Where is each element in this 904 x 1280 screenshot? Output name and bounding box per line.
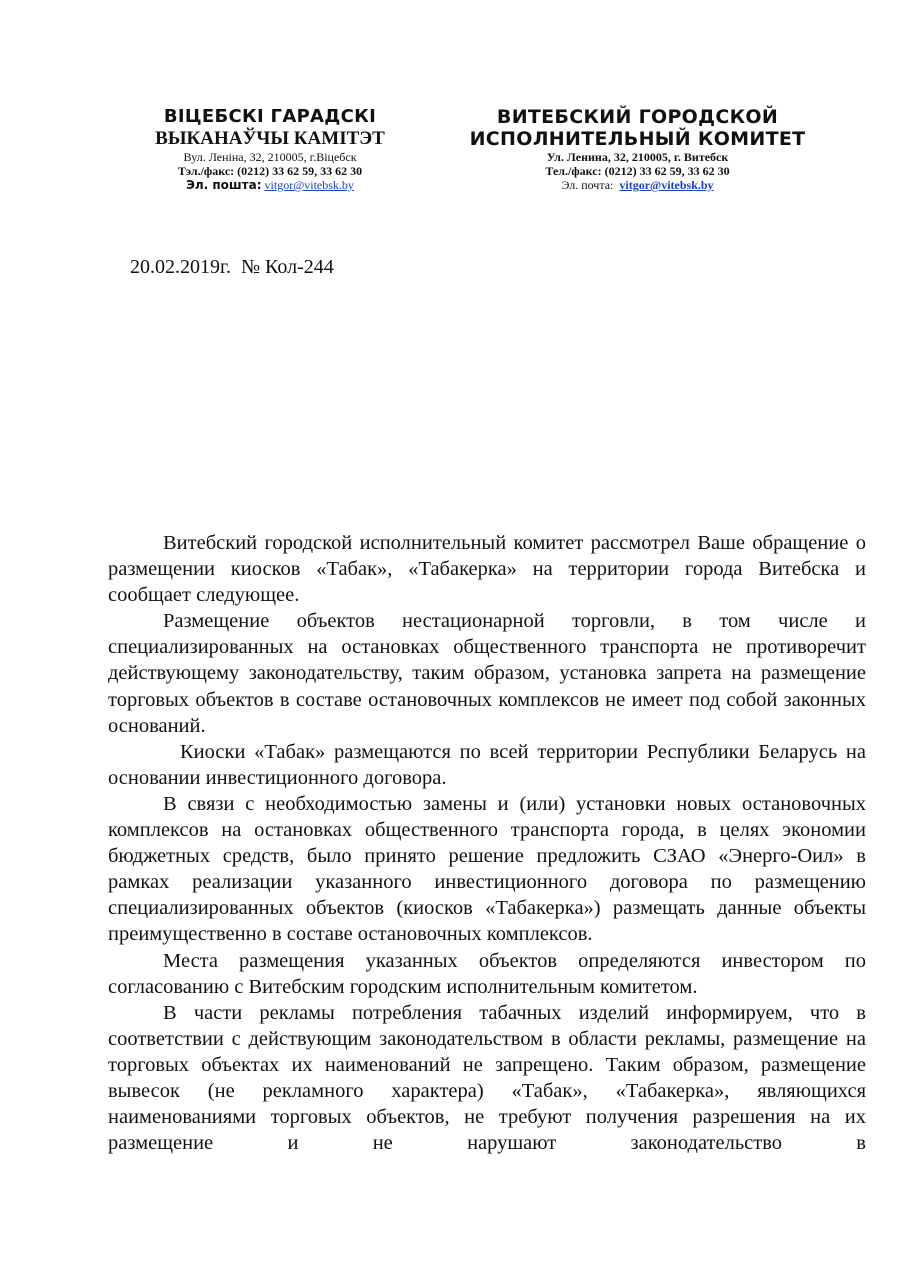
email-link[interactable]: vitgor@vitebsk.by — [264, 178, 354, 192]
org-name-line1: ВИТЕБСКИЙ ГОРОДСКОЙ — [496, 106, 779, 128]
header-russian — [455, 106, 820, 192]
paragraph: Витебский городской исполнительный комитет рассмотрел Ваше обращение о размещении киосков «Табак», «Табакерка» на территории города Витебска и сообщает следующее. — [108, 532, 866, 607]
org-name-line1: ВІЦЕБСКІ ГАРАДСКІ — [163, 106, 377, 127]
phone: Тэл./факс: (0212) 33 62 59, 33 62 30 — [177, 164, 363, 178]
paragraph: Размещение объектов нестационарной торговли, в том числе и специализированных на остановках общественного транспорта не противоречит действующему законодательству, таким образом, установка запрета на размещение торговых объектов в составе остановочных комплексов не имеет под собой законных оснований. — [108, 610, 866, 737]
paragraph: Места размещения указанных объектов определяются инвестором по согласованию с Витебским городским исполнительным комитетом. — [108, 949, 866, 998]
phone: Тел./факс: (0212) 33 62 59, 33 62 30 — [545, 164, 730, 178]
date-and-number: 20.02.2019г. № Кол-244 — [130, 256, 334, 278]
address: Ул. Ленина, 32, 210005, г. Витебск — [546, 150, 729, 164]
email-label: Эл. пошта: — [186, 178, 262, 192]
paragraph: В связи с необходимостью замены и (или) установки новых остановочных комплексов на остановках общественного транспорта города, в целях экономии бюджетных средств, было принято решение предложить СЗАО «Энерго-Оил» в рамках реализации указанного инвестиционного договора по размещению специализированных объектов (киосков «Табакерка») размещать данные объекты преимущественно в составе остановочных комплексов. — [108, 792, 866, 946]
org-name-line2: ИСПОЛНИТЕЛЬНЫЙ КОМИТЕТ — [469, 128, 806, 150]
address: Вул. Леніна, 32, 210005, г.Віцебск — [183, 150, 357, 164]
email-link[interactable]: vitgor@vitebsk.by — [619, 178, 714, 192]
paragraph: В части рекламы потребления табачных изделий информируем, что в соответствии с действующим законодательством в области рекламы, размещение на торговых объектах их наименований не запрещено. Таким образом, размещение вывесок (не рекламного характера) «Табак», «Табакерка», являющихся наименованиями торговых объектов, не требуют получения разрешения на их размещение и не нарушают законодательство в — [108, 1001, 866, 1155]
paragraph: Киоски «Табак» размещаются по всей территории Республики Беларусь на основании инвестиционного договора. — [108, 740, 866, 789]
org-name-line2: ВЫКАНАЎЧЫ КАМІТЭТ — [155, 128, 385, 149]
email-label: Эл. почта: — [561, 178, 614, 192]
letter-body — [108, 530, 866, 1156]
header-belarusian — [140, 106, 400, 192]
